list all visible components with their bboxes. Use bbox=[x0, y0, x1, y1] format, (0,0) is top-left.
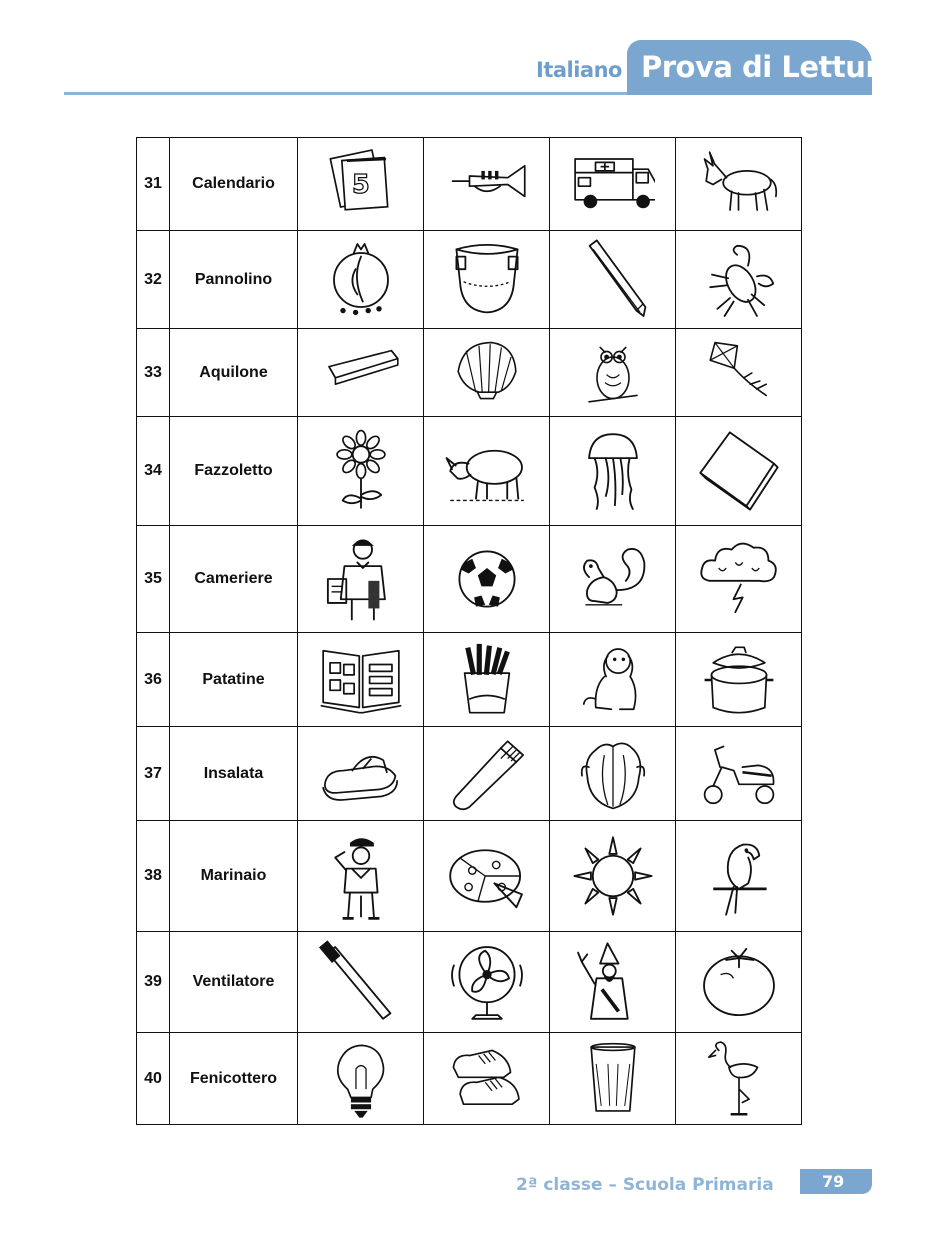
row-number: 31 bbox=[137, 138, 170, 231]
picture-option-cell[interactable] bbox=[676, 329, 802, 417]
reading-test-table bbox=[136, 137, 802, 1125]
row-number: 35 bbox=[137, 526, 170, 633]
picture-option-cell[interactable] bbox=[424, 417, 550, 526]
glass-icon bbox=[571, 1037, 655, 1121]
comb-icon bbox=[444, 731, 530, 817]
row-word: Marinaio bbox=[170, 821, 298, 932]
row-word: Patatine bbox=[170, 633, 298, 727]
row-word: Calendario bbox=[170, 138, 298, 231]
dog-icon bbox=[570, 637, 656, 723]
donkey-icon bbox=[696, 142, 781, 227]
row-word: Ventilatore bbox=[170, 932, 298, 1033]
table-row bbox=[137, 633, 802, 727]
picture-option-cell[interactable] bbox=[298, 633, 424, 727]
soccer-ball-icon bbox=[441, 533, 533, 625]
page-title: Prova di Lettura bbox=[641, 50, 899, 84]
picture-option-cell[interactable] bbox=[550, 138, 676, 231]
picture-option-cell[interactable] bbox=[550, 932, 676, 1033]
page-number: 79 bbox=[822, 1172, 845, 1191]
picture-option-cell[interactable] bbox=[298, 821, 424, 932]
picture-option-cell[interactable] bbox=[298, 231, 424, 329]
picture-option-cell[interactable] bbox=[424, 821, 550, 932]
owl-icon bbox=[573, 333, 653, 413]
picture-option-cell[interactable] bbox=[676, 138, 802, 231]
pencil-icon bbox=[568, 235, 658, 325]
calendar-icon bbox=[318, 142, 403, 227]
storm-cloud-icon bbox=[693, 533, 785, 625]
picture-option-cell[interactable] bbox=[550, 633, 676, 727]
sailor-icon bbox=[315, 830, 407, 922]
picture-option-cell[interactable] bbox=[298, 727, 424, 821]
picture-option-cell[interactable] bbox=[550, 821, 676, 932]
picture-option-cell[interactable] bbox=[676, 231, 802, 329]
row-number: 33 bbox=[137, 329, 170, 417]
picture-option-cell[interactable] bbox=[424, 231, 550, 329]
sun-icon bbox=[567, 830, 659, 922]
picture-option-cell[interactable] bbox=[676, 1033, 802, 1125]
row-number: 38 bbox=[137, 821, 170, 932]
table-row bbox=[137, 329, 802, 417]
lettuce-icon bbox=[570, 731, 656, 817]
ambulance-icon bbox=[570, 142, 655, 227]
picture-option-cell[interactable] bbox=[424, 329, 550, 417]
table-row bbox=[137, 932, 802, 1033]
svg-text:5: 5 bbox=[352, 169, 370, 200]
tomato-icon bbox=[693, 936, 785, 1028]
kite-icon bbox=[699, 333, 779, 413]
picture-option-cell[interactable] bbox=[424, 1033, 550, 1125]
picture-option-cell[interactable] bbox=[550, 1033, 676, 1125]
rhino-icon bbox=[441, 425, 533, 517]
picture-option-cell[interactable] bbox=[298, 138, 424, 231]
footer-class-label: 2ª classe – Scuola Primaria bbox=[516, 1175, 774, 1195]
handkerchief-icon bbox=[693, 425, 785, 517]
sandal-icon bbox=[318, 731, 404, 817]
row-word: Fazzoletto bbox=[170, 417, 298, 526]
picture-option-cell[interactable] bbox=[550, 417, 676, 526]
book-icon bbox=[318, 637, 404, 723]
picture-option-cell[interactable] bbox=[298, 417, 424, 526]
pizza-icon bbox=[441, 830, 533, 922]
row-word: Insalata bbox=[170, 727, 298, 821]
pot-icon bbox=[696, 637, 782, 723]
picture-option-cell[interactable] bbox=[676, 821, 802, 932]
toothbrush-icon bbox=[315, 936, 407, 1028]
picture-option-cell[interactable] bbox=[424, 526, 550, 633]
picture-option-cell[interactable] bbox=[298, 1033, 424, 1125]
row-number: 32 bbox=[137, 231, 170, 329]
row-number: 37 bbox=[137, 727, 170, 821]
fan-icon bbox=[441, 936, 533, 1028]
picture-option-cell[interactable] bbox=[550, 329, 676, 417]
jellyfish-icon bbox=[567, 425, 659, 517]
picture-option-cell[interactable] bbox=[298, 329, 424, 417]
picture-option-cell[interactable] bbox=[676, 633, 802, 727]
picture-option-cell[interactable] bbox=[676, 526, 802, 633]
row-word: Pannolino bbox=[170, 231, 298, 329]
row-number: 34 bbox=[137, 417, 170, 526]
picture-option-cell[interactable] bbox=[298, 932, 424, 1033]
row-number: 36 bbox=[137, 633, 170, 727]
flamingo-icon bbox=[697, 1037, 781, 1121]
squirrel-icon bbox=[567, 533, 659, 625]
flower-icon bbox=[315, 425, 407, 517]
table-row bbox=[137, 526, 802, 633]
table-row bbox=[137, 727, 802, 821]
picture-option-cell[interactable] bbox=[298, 526, 424, 633]
shoes-icon bbox=[445, 1037, 529, 1121]
picture-option-cell[interactable] bbox=[676, 417, 802, 526]
seashell-icon bbox=[447, 333, 527, 413]
picture-option-cell[interactable] bbox=[424, 932, 550, 1033]
lightbulb-icon bbox=[319, 1037, 403, 1121]
pomegranate-icon bbox=[316, 235, 406, 325]
picture-option-cell[interactable] bbox=[424, 138, 550, 231]
waiter-icon bbox=[315, 533, 407, 625]
row-word: Aquilone bbox=[170, 329, 298, 417]
scorpion-icon bbox=[694, 235, 784, 325]
scooter-icon bbox=[696, 731, 782, 817]
picture-option-cell[interactable] bbox=[676, 727, 802, 821]
row-word: Cameriere bbox=[170, 526, 298, 633]
chalk-icon bbox=[321, 333, 401, 413]
subject-label: Italiano bbox=[536, 58, 622, 82]
trumpet-icon bbox=[444, 142, 529, 227]
table-row bbox=[137, 1033, 802, 1125]
picture-option-cell[interactable] bbox=[550, 727, 676, 821]
table-row bbox=[137, 138, 802, 231]
row-word: Fenicottero bbox=[170, 1033, 298, 1125]
diaper-icon bbox=[442, 235, 532, 325]
row-number: 40 bbox=[137, 1033, 170, 1125]
picture-option-cell[interactable] bbox=[550, 231, 676, 329]
parrot-icon bbox=[693, 830, 785, 922]
picture-option-cell[interactable] bbox=[676, 932, 802, 1033]
table-row bbox=[137, 417, 802, 526]
table-row bbox=[137, 821, 802, 932]
fries-icon bbox=[444, 637, 530, 723]
row-number: 39 bbox=[137, 932, 170, 1033]
table-row bbox=[137, 231, 802, 329]
picture-option-cell[interactable] bbox=[424, 727, 550, 821]
picture-option-cell[interactable] bbox=[550, 526, 676, 633]
picture-option-cell[interactable] bbox=[424, 633, 550, 727]
wizard-icon bbox=[567, 936, 659, 1028]
